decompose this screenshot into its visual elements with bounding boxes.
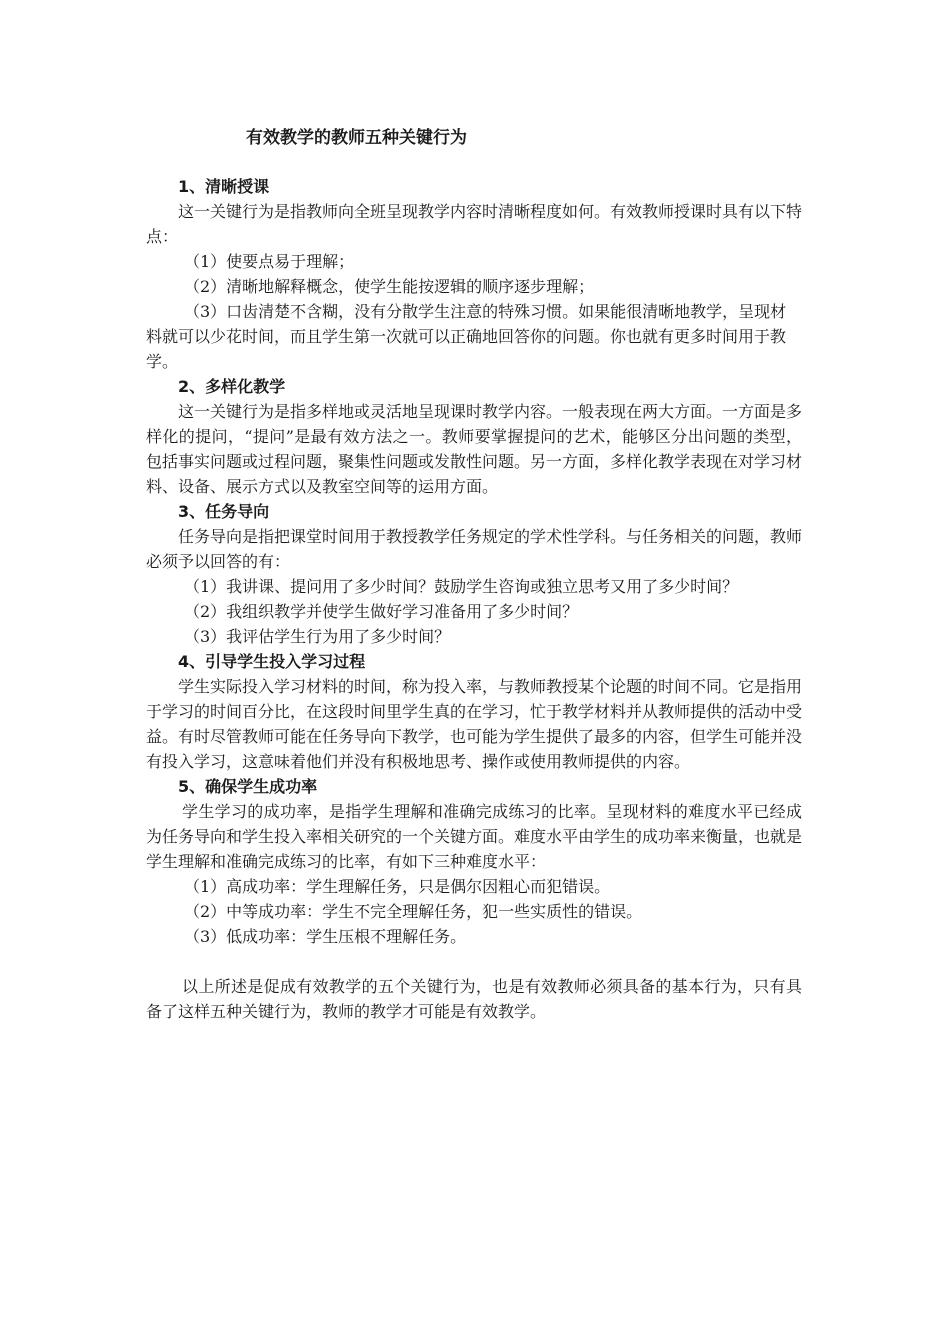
section-3-item-2: （2）我组织教学并使学生做好学习准备用了多少时间？ (184, 602, 579, 621)
section-heading-2: 2、多样化教学 (178, 377, 286, 396)
section-3-item-1: （1）我讲课、提问用了多少时间？鼓励学生咨询或独立思考又用了多少时间？ (184, 577, 739, 596)
section-heading-3: 3、任务导向 (178, 502, 270, 521)
document-body (146, 174, 802, 1024)
blank-line (146, 949, 802, 974)
section-3-item-3: （3）我评估学生行为用了多少时间？ (184, 627, 451, 646)
section-intro-5: 学生学习的成功率，是指学生理解和准确完成练习的比率。呈现材料的难度水平已经成为任务导向和学生投入率相关研究的一个关键方面。难度水平由学生的成功率来衡量，也就是学生理解和准确完成练习的比率，有如下三种难度水平： (146, 802, 803, 871)
section-intro-4: 学生实际投入学习材料的时间，称为投入率，与教师教授某个论题的时间不同。它是指用于学习的时间百分比，在这段时间里学生真的在学习，忙于教学材料并从教师提供的活动中受益。有时尽管教师可能在任务导向下教学，也可能为学生提供了最多的内容，但学生可能并没有投入学习，这意味着他们并没有积极地思考、操作或使用教师提供的内容。 (146, 677, 803, 771)
section-1-item-2: （2）清晰地解释概念，使学生能按逻辑的顺序逐步理解； (184, 277, 595, 296)
section-5-item-2: （2）中等成功率：学生不完全理解任务，犯一些实质性的错误。 (184, 902, 643, 921)
section-intro-2: 这一关键行为是指多样地或灵活地呈现课时教学内容。一般表现在两大方面。一方面是多样化的提问，“提问”是最有效方法之一。教师要掌握提问的艺术，能够区分出问题的类型，包括事实问题或过程问题，聚集性问题或发散性问题。另一方面，多样化教学表现在对学习材料、设备、展示方式以及教室空间等的运用方面。 (146, 402, 803, 496)
section-heading-5: 5、确保学生成功率 (178, 777, 318, 796)
section-5-item-1: （1）高成功率：学生理解任务，只是偶尔因粗心而犯错误。 (184, 877, 611, 896)
section-intro-3: 任务导向是指把课堂时间用于教授教学任务规定的学术性学科。与任务相关的问题，教师必须予以回答的有： (146, 527, 803, 571)
section-1-item-3: （3）口齿清楚不含糊，没有分散学生注意的特殊习惯。如果能很清晰地教学，呈现材料就可以少花时间，而且学生第一次就可以正确地回答你的问题。你也就有更多时间用于教学。 (146, 302, 787, 371)
section-heading-1: 1、清晰授课 (178, 177, 270, 196)
section-heading-4: 4、引导学生投入学习过程 (178, 652, 366, 671)
section-1-item-1: （1）使要点易于理解； (184, 252, 355, 271)
document-title: 有效教学的教师五种关键行为 (246, 128, 467, 148)
conclusion-paragraph: 以上所述是促成有效教学的五个关键行为，也是有效教师必须具备的基本行为，只有具备了这样五种关键行为，教师的教学才可能是有效教学。 (146, 977, 802, 1021)
section-5-item-3: （3）低成功率：学生压根不理解任务。 (184, 927, 467, 946)
section-intro-1: 这一关键行为是指教师向全班呈现教学内容时清晰程度如何。有效教师授课时具有以下特点： (146, 202, 803, 246)
